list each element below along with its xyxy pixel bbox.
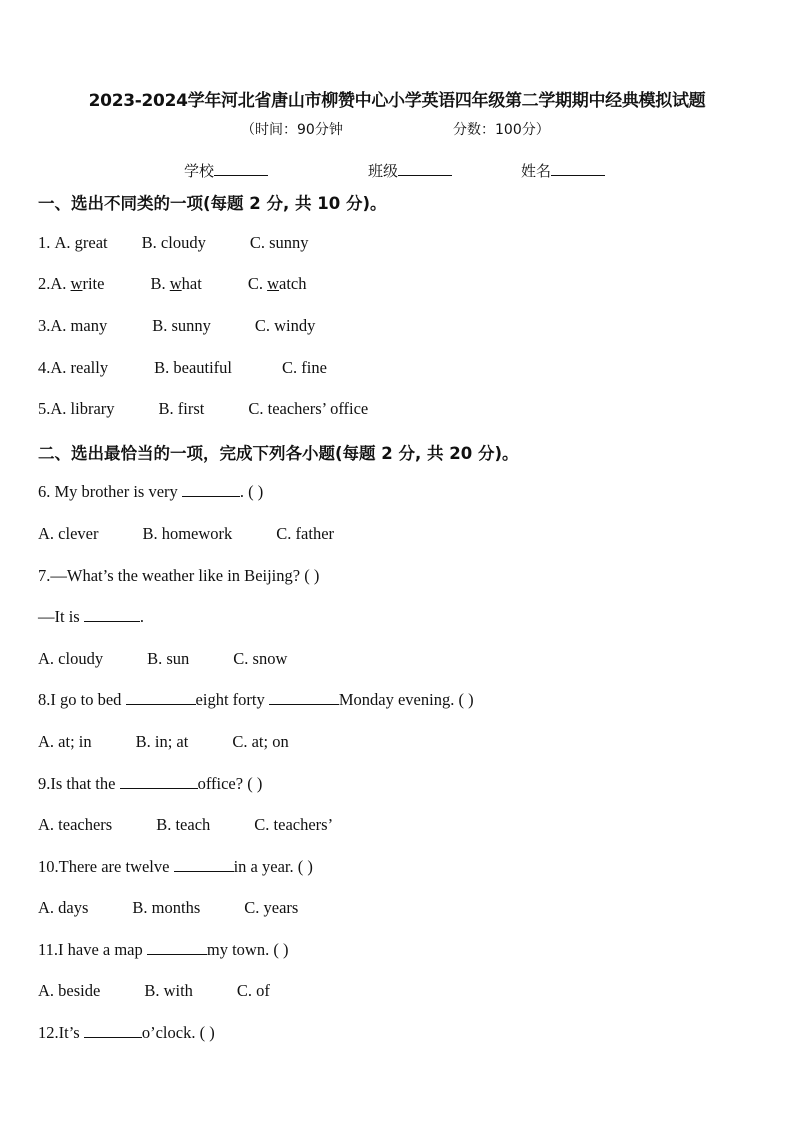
time-note: （时间：90分钟	[241, 122, 343, 138]
q1-option-c: C. sunny	[249, 233, 309, 252]
q5-option-c: C. teachers’ office	[248, 399, 369, 418]
question-7-answer-line	[38, 607, 144, 627]
section1-heading: 一、选出不同类的一项(每题 2 分, 共 10 分)。	[38, 194, 387, 213]
section2-heading: 二、选出最恰当的一项，完成下列各小题(每题 2 分, 共 20 分)。	[38, 444, 519, 463]
q6-bracket: . ( )	[239, 482, 264, 501]
q4-number: 4.	[38, 358, 51, 377]
q6-option-b: B. homework	[142, 524, 233, 543]
q1-option-a: A. great	[54, 233, 108, 252]
q10-option-b: B. months	[132, 898, 201, 917]
question-8	[38, 690, 474, 710]
q10-blank	[174, 858, 234, 872]
question-11	[38, 940, 288, 960]
q8-stem: 8.I go to bed	[38, 690, 126, 709]
q10-stem: 10.There are twelve	[38, 857, 174, 876]
question-7-options	[38, 649, 287, 669]
q11-option-a: A. beside	[38, 981, 101, 1000]
q12-bracket: o’clock. ( )	[141, 1023, 215, 1042]
q3-number: 3.	[38, 316, 51, 335]
q8-blank-1	[126, 691, 196, 705]
q9-option-a: A. teachers	[38, 815, 113, 834]
question-7: 7.—What’s the weather like in Beijing? ( )	[38, 566, 320, 585]
q1-number: 1.	[38, 233, 55, 252]
school-label: 学校	[184, 162, 215, 180]
q11-option-b: B. with	[144, 981, 193, 1000]
q8-mid: eight forty	[195, 690, 269, 709]
q11-bracket: my town. ( )	[206, 940, 289, 959]
q12-stem: 12.It’s	[38, 1023, 84, 1042]
exam-title: 2023-2024学年河北省唐山市柳赞中心小学英语四年级第二学期期中经典模拟试题	[88, 91, 706, 111]
q7-option-c: C. snow	[233, 649, 288, 668]
class-field	[368, 160, 452, 181]
question-11-options	[38, 981, 270, 1001]
question-6	[38, 482, 263, 502]
name-field	[521, 160, 605, 181]
q7-option-a: A. cloudy	[38, 649, 104, 668]
q9-blank	[120, 775, 198, 789]
q4-option-a: A. really	[50, 358, 109, 377]
q2-number: 2.	[38, 274, 51, 293]
name-blank	[551, 161, 605, 176]
q7-option-b: B. sun	[147, 649, 190, 668]
question-6-options	[38, 524, 334, 544]
question-10-options	[38, 898, 298, 918]
school-blank	[214, 161, 268, 176]
school-field	[184, 160, 268, 181]
score-note: 分数：100分）	[453, 122, 550, 138]
q9-option-c: C. teachers’	[254, 815, 334, 834]
class-label: 班级	[368, 162, 399, 180]
q6-option-a: A. clever	[38, 524, 99, 543]
q11-stem: 11.I have a map	[38, 940, 147, 959]
q5-number: 5.	[38, 399, 51, 418]
q3-option-b: B. sunny	[152, 316, 211, 335]
question-8-options	[38, 732, 289, 752]
q3-option-c: C. windy	[254, 316, 316, 335]
q8-option-a: A. at; in	[38, 732, 92, 751]
q10-option-c: C. years	[244, 898, 299, 917]
q9-stem: 9.Is that the	[38, 774, 120, 793]
q2-option-c: C. watch	[247, 274, 307, 293]
question-1	[38, 233, 309, 253]
q9-option-b: B. teach	[156, 815, 211, 834]
q10-bracket: in a year. ( )	[233, 857, 313, 876]
q7-answer-stem: —It is	[38, 607, 84, 626]
question-9	[38, 774, 262, 794]
q1-option-b: B. cloudy	[141, 233, 206, 252]
question-12	[38, 1023, 215, 1043]
question-9-options	[38, 815, 333, 835]
q2-option-a: A. write	[50, 274, 105, 293]
q12-blank	[84, 1024, 142, 1038]
q6-option-c: C. father	[276, 524, 335, 543]
question-3	[38, 316, 315, 336]
question-2	[38, 274, 307, 294]
question-4	[38, 358, 327, 378]
q8-bracket: Monday evening. ( )	[338, 690, 474, 709]
q10-option-a: A. days	[38, 898, 89, 917]
q5-option-a: A. library	[50, 399, 115, 418]
q9-bracket: office? ( )	[197, 774, 263, 793]
class-blank	[398, 161, 452, 176]
q6-stem: 6. My brother is very	[38, 482, 182, 501]
q7-period: .	[139, 607, 144, 626]
q4-option-c: C. fine	[282, 358, 327, 377]
question-5	[38, 399, 368, 419]
q11-blank	[147, 941, 207, 955]
q2-option-b: B. what	[150, 274, 202, 293]
q3-option-a: A. many	[50, 316, 108, 335]
q5-option-b: B. first	[158, 399, 205, 418]
q8-blank-2	[269, 691, 339, 705]
q6-blank	[182, 483, 240, 497]
q8-option-c: C. at; on	[232, 732, 289, 751]
q8-option-b: B. in; at	[135, 732, 189, 751]
q11-option-c: C. of	[236, 981, 270, 1000]
q4-option-b: B. beautiful	[154, 358, 233, 377]
q7-blank	[84, 608, 140, 622]
question-10	[38, 857, 313, 877]
name-label: 姓名	[521, 162, 552, 180]
